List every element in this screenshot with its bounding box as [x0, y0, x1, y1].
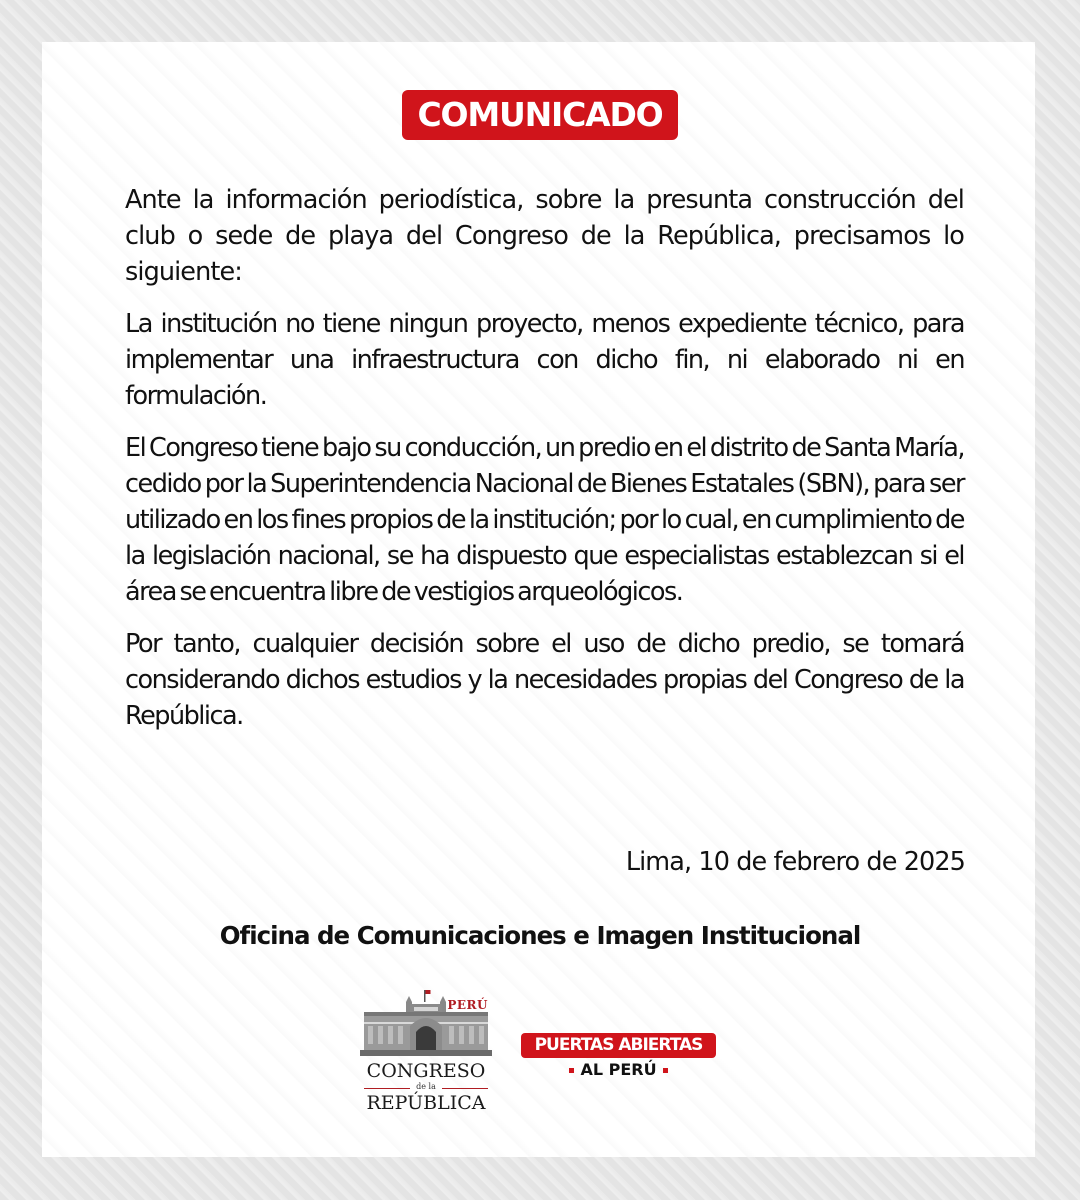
paragraph-4: Por tanto, cualquier decisión sobre el uso de dicho predio, se tomará considerando dichos estudios y la necesidades propias del Congreso de la República.: [125, 629, 964, 731]
logo-line-congreso: CONGRESO: [366, 1060, 486, 1082]
communique-badge: COMUNICADO: [402, 90, 678, 140]
signature-office: Oficina de Comunicaciones e Imagen Institucional: [219, 921, 861, 950]
paragraph-3: El Congreso tiene bajo su conducción, un predio en el distrito de Santa María, cedido por la Superintendencia Nacional de Bienes Estatales (SBN), para ser utilizado en los fines propios de la institución; por lo cual, en cumplimiento de la legislación nacional, se ha dispuesto que especialistas establezcan si el área se encuentra libre de vestigios arqueológicos.: [125, 433, 964, 607]
bullet-icon: [569, 1068, 574, 1073]
puertas-abiertas-subtitle: [521, 1060, 716, 1080]
puertas-abiertas-title: PUERTAS ABIERTAS: [521, 1033, 716, 1058]
communique-body: [125, 182, 964, 750]
date-line: Lima, 10 de febrero de 2025: [625, 847, 965, 877]
puertas-subtitle-text: AL PERÚ: [580, 1060, 657, 1079]
bullet-icon: [663, 1068, 668, 1073]
logo-country: PERÚ: [447, 998, 488, 1012]
logo-line-republica: REPÚBLICA: [366, 1092, 486, 1114]
paragraph-1: Ante la información periodística, sobre la presunta construcción del club o sede de playa del Congreso de la República, precisamos lo siguiente:: [125, 185, 964, 287]
paragraph-2: La institución no tiene ningun proyecto, menos expediente técnico, para implementar una infraestructura con dicho fin, ni elaborado ni en formulación.: [125, 309, 964, 411]
congreso-logo: [360, 988, 492, 1118]
logo-line-dela: de la: [416, 1082, 436, 1091]
puertas-abiertas-logo: [521, 1033, 716, 1080]
